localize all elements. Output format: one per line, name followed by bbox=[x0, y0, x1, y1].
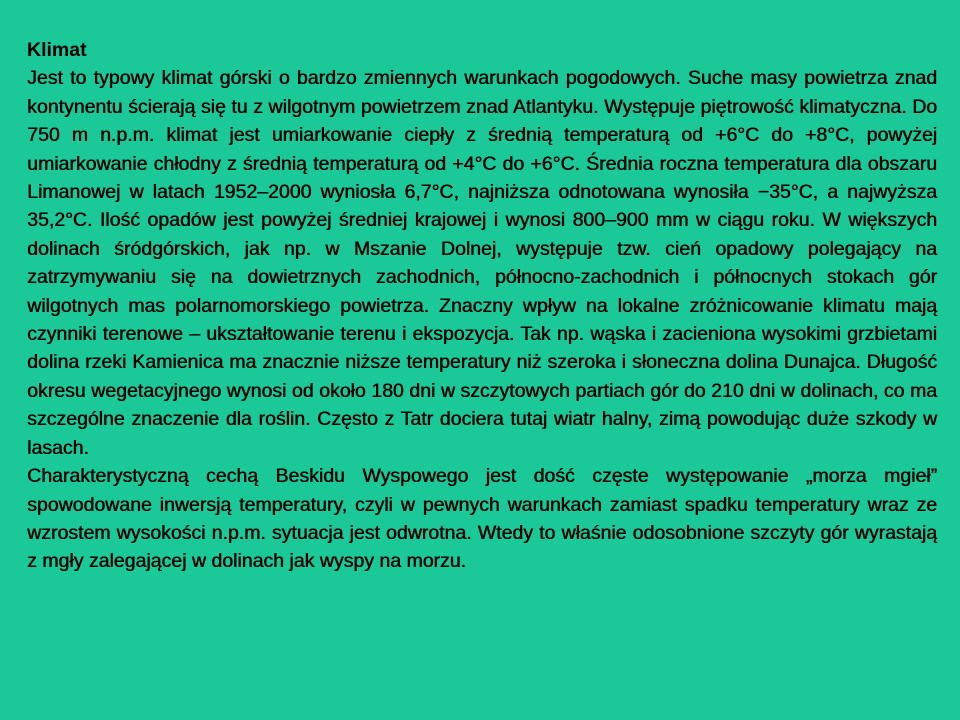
paragraph-climate-description: Jest to typowy klimat górski o bardzo zmiennych warunkach pogodowych. Suche masy powietrza znad kontynentu ścierają się tu z wilgotnym powietrzem znad Atlantyku. Występuje piętrowość klimatyczna. Do 750 m n.p.m. klimat jest umiarkowanie ciepły z średnią temperaturą od +6°C do +8°C, powyżej umiarkowanie chłodny z średnią temperaturą od +4°C do +6°C. Średnia roczna temperatura dla obszaru Limanowej w latach 1952–2000 wyniosła 6,7°C, najniższa odnotowana wynosiła −35°C, a najwyższa 35,2°C. Ilość opadów jest powyżej średniej krajowej i wynosi 800–900 mm w ciągu roku. W większych dolinach śródgórskich, jak np. w Mszanie Dolnej, występuje tzw. cień opadowy polegający na zatrzymywaniu się na dowietrznych zachodnich, północno-zachodnich i północnych stokach gór wilgotnych mas polarnomorskiego powietrza. Znaczny wpływ na lokalne zróżnicowanie klimatu mają czynniki terenowe – ukształtowanie terenu i ekspozycja. Tak np. wąska i zacieniona wysokimi grzbietami dolina rzeki Kamienica ma znacznie niższe temperatury niż szeroka i słoneczna dolina Dunajca. Długość okresu wegetacyjnego wynosi od około 180 dni w szczytowych partiach gór do 210 dni w dolinach, co ma szczególne znaczenie dla roślin. Często z Tatr dociera tutaj wiatr halny, zimą powodując duże szkody w lasach. bbox=[27, 67, 937, 459]
text-body bbox=[27, 36, 937, 576]
slide-heading: Klimat bbox=[27, 39, 87, 61]
paragraph-sea-of-fog: Charakterystyczną cechą Beskidu Wyspowego jest dość częste występowanie „morza mgieł” spowodowane inwersją temperatury, czyli w pewnych warunkach zamiast spadku temperatury wraz ze wzrostem wysokości n.p.m. sytuacja jest odwrotna. Wtedy to właśnie odosobnione szczyty gór wyrastają z mgły zalegającej w dolinach jak wyspy na morzu. bbox=[27, 465, 937, 573]
